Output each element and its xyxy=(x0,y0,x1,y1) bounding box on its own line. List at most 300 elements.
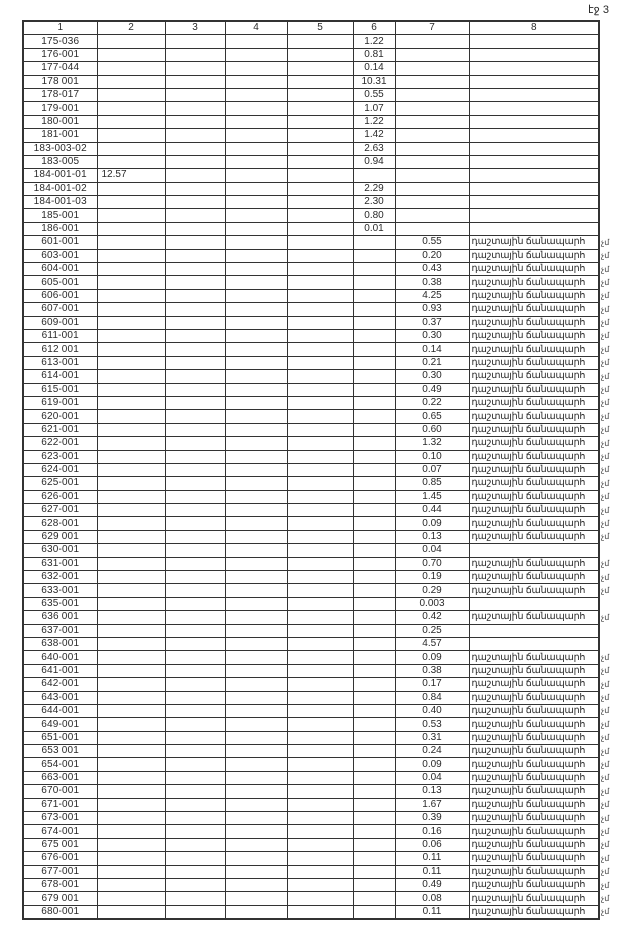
table-row xyxy=(23,316,599,329)
cell-c5 xyxy=(287,129,353,142)
cell-c3 xyxy=(165,490,225,503)
cell-c2 xyxy=(97,75,165,88)
cell-c8: դաշտային ճանապարհ xyxy=(469,678,599,691)
cell-c4 xyxy=(225,637,287,650)
cell-c6: 1.22 xyxy=(353,35,395,48)
cell-c4 xyxy=(225,838,287,851)
margin-note: չմ xyxy=(601,800,610,810)
margin-note: չմ xyxy=(601,411,610,421)
margin-note: չմ xyxy=(601,679,610,689)
cell-c4 xyxy=(225,370,287,383)
cell-c8: դաշտային ճանապարհ xyxy=(469,276,599,289)
cell-c7 xyxy=(395,222,469,235)
cell-c2 xyxy=(97,838,165,851)
cell-c1: 604-001 xyxy=(23,263,97,276)
margin-note: չմ xyxy=(601,371,610,381)
cell-c5 xyxy=(287,182,353,195)
margin-note: չմ xyxy=(601,425,610,435)
cell-c6: 1.22 xyxy=(353,115,395,128)
cell-c2 xyxy=(97,892,165,905)
cell-c1: 679 001 xyxy=(23,892,97,905)
cell-c4 xyxy=(225,437,287,450)
cell-c7 xyxy=(395,182,469,195)
cell-c5 xyxy=(287,142,353,155)
cell-c1: 185-001 xyxy=(23,209,97,222)
table-row xyxy=(23,263,599,276)
cell-c5 xyxy=(287,812,353,825)
cell-c3 xyxy=(165,504,225,517)
cell-c6 xyxy=(353,383,395,396)
cell-c3 xyxy=(165,276,225,289)
cell-c4 xyxy=(225,316,287,329)
margin-note: չմ xyxy=(601,277,610,287)
cell-c2 xyxy=(97,316,165,329)
cell-c7 xyxy=(395,169,469,182)
cell-c8 xyxy=(469,88,599,101)
cell-c3 xyxy=(165,731,225,744)
cell-c7: 0.70 xyxy=(395,557,469,570)
cell-c7: 1.32 xyxy=(395,437,469,450)
cell-c4 xyxy=(225,651,287,664)
cell-c1: 677-001 xyxy=(23,865,97,878)
cell-c4 xyxy=(225,142,287,155)
table-row xyxy=(23,129,599,142)
cell-c1: 175-036 xyxy=(23,35,97,48)
cell-c8 xyxy=(469,48,599,61)
cell-c7: 0.60 xyxy=(395,423,469,436)
cell-c4 xyxy=(225,504,287,517)
margin-note: չմ xyxy=(601,840,610,850)
cell-c6 xyxy=(353,691,395,704)
cell-c8 xyxy=(469,102,599,115)
cell-c5 xyxy=(287,798,353,811)
cell-c2 xyxy=(97,865,165,878)
cell-c7: 0.38 xyxy=(395,276,469,289)
cell-c1: 640-001 xyxy=(23,651,97,664)
cell-c4 xyxy=(225,236,287,249)
cell-c4 xyxy=(225,383,287,396)
cell-c1: 621-001 xyxy=(23,423,97,436)
cell-c8: դաշտային ճանապարհ xyxy=(469,396,599,409)
table-row xyxy=(23,879,599,892)
cell-c3 xyxy=(165,249,225,262)
cell-c2 xyxy=(97,370,165,383)
cell-c6 xyxy=(353,852,395,865)
cell-c4 xyxy=(225,611,287,624)
table-row xyxy=(23,718,599,731)
cell-c3 xyxy=(165,356,225,369)
cell-c8: դաշտային ճանապարհ xyxy=(469,504,599,517)
cell-c6 xyxy=(353,731,395,744)
cell-c5 xyxy=(287,852,353,865)
cell-c8: դաշտային ճանապարհ xyxy=(469,410,599,423)
cell-c7: 4.57 xyxy=(395,637,469,650)
cell-c6 xyxy=(353,718,395,731)
cell-c7: 0.11 xyxy=(395,865,469,878)
cell-c5 xyxy=(287,48,353,61)
cell-c6 xyxy=(353,825,395,838)
cell-c5 xyxy=(287,423,353,436)
cell-c5 xyxy=(287,611,353,624)
cell-c4 xyxy=(225,249,287,262)
cell-c2 xyxy=(97,182,165,195)
cell-c5 xyxy=(287,35,353,48)
cell-c4 xyxy=(225,812,287,825)
cell-c8: դաշտային ճանապարհ xyxy=(469,437,599,450)
margin-note: չմ xyxy=(601,693,610,703)
cell-c7: 0.93 xyxy=(395,303,469,316)
cell-c3 xyxy=(165,129,225,142)
cell-c8: դաշտային ճանապարհ xyxy=(469,892,599,905)
cell-c2 xyxy=(97,303,165,316)
cell-c6 xyxy=(353,289,395,302)
cell-c3 xyxy=(165,35,225,48)
cell-c6 xyxy=(353,544,395,557)
cell-c8 xyxy=(469,182,599,195)
cell-c4 xyxy=(225,169,287,182)
margin-note: չմ xyxy=(601,706,610,716)
cell-c6 xyxy=(353,745,395,758)
cell-c3 xyxy=(165,396,225,409)
cell-c5 xyxy=(287,115,353,128)
cell-c3 xyxy=(165,370,225,383)
cell-c4 xyxy=(225,48,287,61)
cell-c6 xyxy=(353,812,395,825)
cell-c7 xyxy=(395,88,469,101)
cell-c8: դաշտային ճանապարհ xyxy=(469,825,599,838)
cell-c6 xyxy=(353,316,395,329)
cell-c8: դաշտային ճանապարհ xyxy=(469,557,599,570)
cell-c7: 0.25 xyxy=(395,624,469,637)
cell-c7: 0.04 xyxy=(395,544,469,557)
margin-note: չմ xyxy=(601,465,610,475)
table-row xyxy=(23,557,599,570)
cell-c2 xyxy=(97,115,165,128)
cell-c1: 176-001 xyxy=(23,48,97,61)
table-row xyxy=(23,477,599,490)
cell-c2 xyxy=(97,129,165,142)
cell-c5 xyxy=(287,222,353,235)
cell-c1: 624-001 xyxy=(23,463,97,476)
cell-c4 xyxy=(225,62,287,75)
cell-c7: 0.42 xyxy=(395,611,469,624)
cell-c5 xyxy=(287,236,353,249)
cell-c6 xyxy=(353,905,395,919)
table-row xyxy=(23,169,599,182)
cell-c5 xyxy=(287,731,353,744)
cell-c8 xyxy=(469,597,599,610)
cell-c8: դաշտային ճանապարհ xyxy=(469,263,599,276)
cell-c1: 184-001-01 xyxy=(23,169,97,182)
margin-note: չմ xyxy=(601,880,610,890)
table-row xyxy=(23,905,599,919)
cell-c1: 183-005 xyxy=(23,155,97,168)
cell-c7: 0.09 xyxy=(395,517,469,530)
margin-note: չմ xyxy=(601,344,610,354)
cell-c2 xyxy=(97,825,165,838)
cell-c3 xyxy=(165,825,225,838)
cell-c8: դաշտային ճանապարհ xyxy=(469,745,599,758)
cell-c2 xyxy=(97,329,165,342)
cell-c5 xyxy=(287,517,353,530)
cell-c3 xyxy=(165,196,225,209)
cell-c5 xyxy=(287,490,353,503)
cell-c1: 673-001 xyxy=(23,812,97,825)
cell-c3 xyxy=(165,678,225,691)
table-row xyxy=(23,745,599,758)
cell-c4 xyxy=(225,396,287,409)
cell-c3 xyxy=(165,477,225,490)
table-row xyxy=(23,490,599,503)
table-row xyxy=(23,530,599,543)
cell-c4 xyxy=(225,825,287,838)
cell-c7: 0.30 xyxy=(395,370,469,383)
margin-note: չմ xyxy=(601,893,610,903)
cell-c6 xyxy=(353,477,395,490)
table-row xyxy=(23,437,599,450)
table-row xyxy=(23,865,599,878)
cell-c3 xyxy=(165,169,225,182)
cell-c5 xyxy=(287,196,353,209)
margin-note: չմ xyxy=(601,505,610,515)
table-row xyxy=(23,182,599,195)
cell-c7: 0.09 xyxy=(395,758,469,771)
cell-c1: 630-001 xyxy=(23,544,97,557)
cell-c3 xyxy=(165,704,225,717)
cell-c1: 676-001 xyxy=(23,852,97,865)
cell-c8: դաշտային ճանապարհ xyxy=(469,343,599,356)
cell-c7 xyxy=(395,115,469,128)
cell-c6: 0.80 xyxy=(353,209,395,222)
cell-c8: դաշտային ճանապարհ xyxy=(469,611,599,624)
margin-note: չմ xyxy=(601,559,610,569)
cell-c8: դաշտային ճանապարհ xyxy=(469,236,599,249)
cell-c5 xyxy=(287,209,353,222)
cell-c8: դաշտային ճանապարհ xyxy=(469,852,599,865)
cell-c3 xyxy=(165,410,225,423)
cell-c4 xyxy=(225,664,287,677)
margin-note: չմ xyxy=(601,759,610,769)
cell-c2 xyxy=(97,437,165,450)
table-row xyxy=(23,664,599,677)
cell-c2 xyxy=(97,651,165,664)
cell-c1: 619-001 xyxy=(23,396,97,409)
cell-c7 xyxy=(395,48,469,61)
cell-c2 xyxy=(97,62,165,75)
cell-c8: դաշտային ճանապարհ xyxy=(469,517,599,530)
cell-c3 xyxy=(165,637,225,650)
cell-c5 xyxy=(287,62,353,75)
cell-c2 xyxy=(97,289,165,302)
margin-note: չմ xyxy=(601,358,610,368)
cell-c2 xyxy=(97,597,165,610)
margin-note: չմ xyxy=(601,652,610,662)
margin-note: չմ xyxy=(601,304,610,314)
cell-c6 xyxy=(353,329,395,342)
cell-c4 xyxy=(225,879,287,892)
land-parcel-table xyxy=(22,20,600,920)
cell-c6 xyxy=(353,463,395,476)
margin-note: չմ xyxy=(601,786,610,796)
cell-c8 xyxy=(469,169,599,182)
cell-c5 xyxy=(287,571,353,584)
cell-c7 xyxy=(395,209,469,222)
cell-c6 xyxy=(353,303,395,316)
margin-note: չմ xyxy=(601,452,610,461)
cell-c6 xyxy=(353,343,395,356)
cell-c3 xyxy=(165,289,225,302)
cell-c4 xyxy=(225,182,287,195)
cell-c2: 12.57 xyxy=(97,169,165,182)
cell-c7: 0.38 xyxy=(395,664,469,677)
cell-c7: 0.49 xyxy=(395,383,469,396)
cell-c2 xyxy=(97,249,165,262)
cell-c8: դաշտային ճանապարհ xyxy=(469,423,599,436)
cell-c7: 0.10 xyxy=(395,450,469,463)
cell-c4 xyxy=(225,356,287,369)
cell-c8: դաշտային ճանապարհ xyxy=(469,798,599,811)
cell-c4 xyxy=(225,557,287,570)
cell-c1: 636 001 xyxy=(23,611,97,624)
cell-c6 xyxy=(353,370,395,383)
cell-c1: 674-001 xyxy=(23,825,97,838)
cell-c6 xyxy=(353,678,395,691)
cell-c1: 178 001 xyxy=(23,75,97,88)
cell-c1: 638-001 xyxy=(23,637,97,650)
margin-note: չմ xyxy=(601,398,610,408)
cell-c6 xyxy=(353,396,395,409)
cell-c7: 0.39 xyxy=(395,812,469,825)
cell-c1: 603-001 xyxy=(23,249,97,262)
cell-c5 xyxy=(287,838,353,851)
margin-note: չմ xyxy=(601,331,610,341)
cell-c1: 632-001 xyxy=(23,571,97,584)
cell-c4 xyxy=(225,88,287,101)
table-row xyxy=(23,423,599,436)
cell-c8: դաշտային ճանապարհ xyxy=(469,664,599,677)
cell-c1: 649-001 xyxy=(23,718,97,731)
cell-c2 xyxy=(97,611,165,624)
cell-c7: 0.08 xyxy=(395,892,469,905)
cell-c1: 613-001 xyxy=(23,356,97,369)
margin-note: չմ xyxy=(601,853,610,863)
cell-c5 xyxy=(287,88,353,101)
cell-c2 xyxy=(97,584,165,597)
cell-c7: 0.13 xyxy=(395,785,469,798)
cell-c8 xyxy=(469,129,599,142)
table-row xyxy=(23,678,599,691)
cell-c2 xyxy=(97,490,165,503)
cell-c3 xyxy=(165,88,225,101)
margin-note: չմ xyxy=(601,237,610,247)
margin-note: չմ xyxy=(601,438,610,448)
table-row xyxy=(23,48,599,61)
cell-c8 xyxy=(469,142,599,155)
cell-c5 xyxy=(287,370,353,383)
cell-c2 xyxy=(97,423,165,436)
cell-c2 xyxy=(97,463,165,476)
cell-c6 xyxy=(353,276,395,289)
cell-c2 xyxy=(97,530,165,543)
cell-c3 xyxy=(165,102,225,115)
cell-c6 xyxy=(353,838,395,851)
cell-c8: դաշտային ճանապարհ xyxy=(469,731,599,744)
cell-c8: դաշտային ճանապարհ xyxy=(469,812,599,825)
cell-c6 xyxy=(353,771,395,784)
cell-c3 xyxy=(165,838,225,851)
cell-c5 xyxy=(287,637,353,650)
cell-c7: 0.09 xyxy=(395,651,469,664)
cell-c5 xyxy=(287,289,353,302)
cell-c5 xyxy=(287,477,353,490)
cell-c2 xyxy=(97,276,165,289)
cell-c8: դաշտային ճանապարհ xyxy=(469,838,599,851)
margin-note: չմ xyxy=(601,612,610,622)
table-row xyxy=(23,892,599,905)
cell-c5 xyxy=(287,450,353,463)
cell-c3 xyxy=(165,530,225,543)
table-row xyxy=(23,383,599,396)
table-row xyxy=(23,155,599,168)
table-row xyxy=(23,637,599,650)
cell-c2 xyxy=(97,718,165,731)
column-header-8: 8 xyxy=(469,21,599,35)
cell-c4 xyxy=(225,718,287,731)
cell-c2 xyxy=(97,356,165,369)
cell-c7: 0.55 xyxy=(395,236,469,249)
table-row xyxy=(23,209,599,222)
cell-c2 xyxy=(97,812,165,825)
cell-c8: դաշտային ճանապարհ xyxy=(469,691,599,704)
cell-c3 xyxy=(165,115,225,128)
table-body xyxy=(23,35,599,919)
margin-note: չմ xyxy=(601,478,610,488)
cell-c1: 635-001 xyxy=(23,597,97,610)
table-row xyxy=(23,651,599,664)
cell-c2 xyxy=(97,88,165,101)
cell-c7: 0.06 xyxy=(395,838,469,851)
cell-c2 xyxy=(97,691,165,704)
margin-note: չմ xyxy=(601,746,610,756)
cell-c2 xyxy=(97,343,165,356)
cell-c5 xyxy=(287,504,353,517)
cell-c6 xyxy=(353,879,395,892)
cell-c5 xyxy=(287,664,353,677)
cell-c1: 633-001 xyxy=(23,584,97,597)
table-row xyxy=(23,62,599,75)
cell-c2 xyxy=(97,544,165,557)
cell-c3 xyxy=(165,450,225,463)
cell-c1: 622-001 xyxy=(23,437,97,450)
cell-c2 xyxy=(97,745,165,758)
cell-c4 xyxy=(225,155,287,168)
margin-note: չմ xyxy=(601,826,610,836)
cell-c2 xyxy=(97,196,165,209)
cell-c8 xyxy=(469,196,599,209)
cell-c5 xyxy=(287,276,353,289)
cell-c4 xyxy=(225,410,287,423)
cell-c5 xyxy=(287,410,353,423)
margin-note: չմ xyxy=(601,813,610,823)
cell-c3 xyxy=(165,651,225,664)
cell-c8: դաշտային ճանապարհ xyxy=(469,879,599,892)
cell-c4 xyxy=(225,731,287,744)
cell-c3 xyxy=(165,718,225,731)
cell-c7 xyxy=(395,35,469,48)
cell-c8: դաշտային ճանապարհ xyxy=(469,249,599,262)
cell-c1: 615-001 xyxy=(23,383,97,396)
cell-c5 xyxy=(287,785,353,798)
